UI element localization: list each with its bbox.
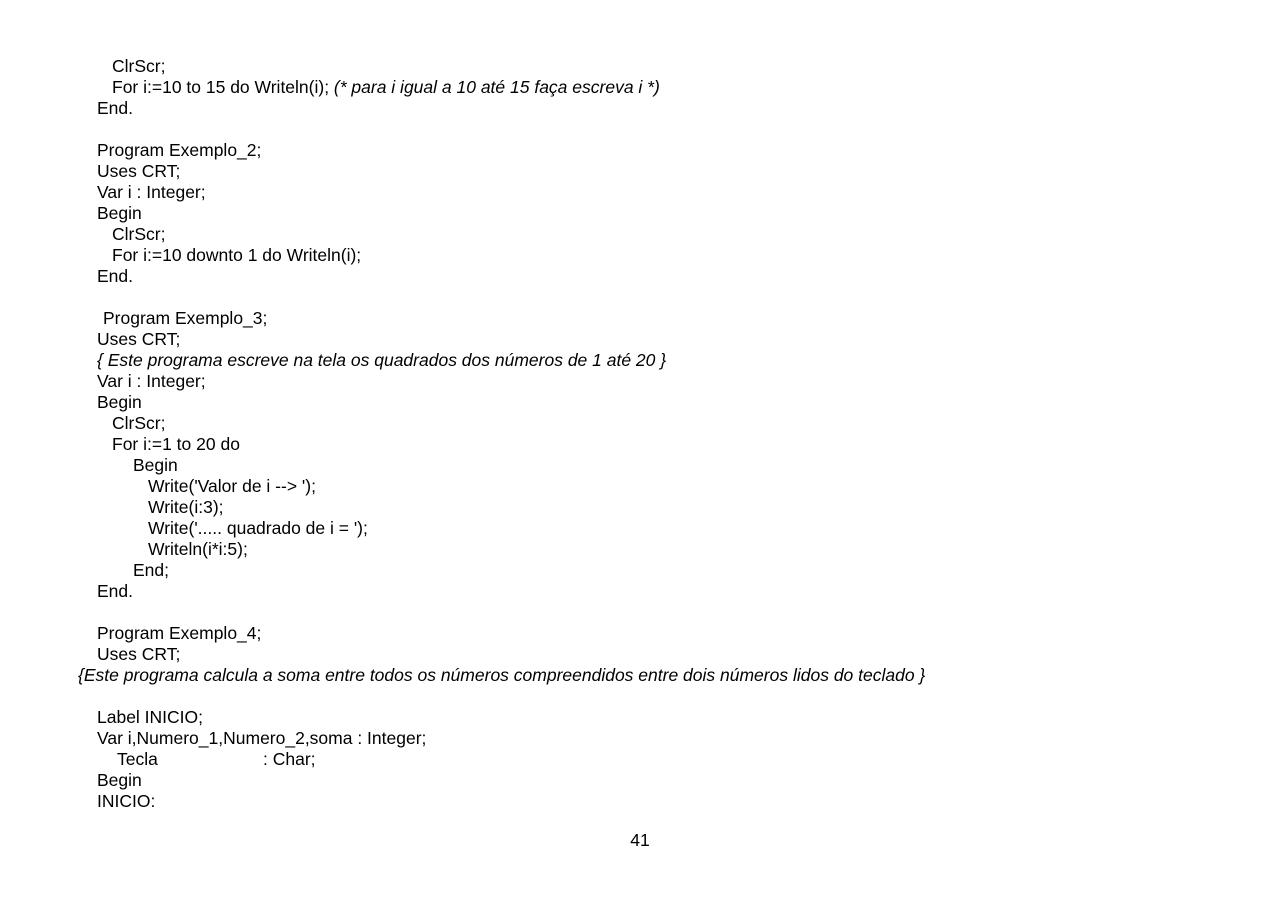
code-line: Write('Valor de i --> '); [148, 476, 316, 496]
code-comment: {Este programa calcula a soma entre todos os números compreendidos entre dois números lidos do teclado } [78, 665, 926, 685]
code-line: Begin [97, 203, 142, 223]
code-line: Write('..... quadrado de i = '); [148, 518, 368, 538]
code-line: Writeln(i*i:5); [148, 539, 248, 559]
code-text: For i:=10 to 15 do Writeln(i); [112, 77, 334, 97]
code-line: End. [97, 98, 133, 118]
page-number: 41 [630, 830, 650, 850]
code-line: Program Exemplo_3; [103, 308, 268, 328]
code-line: Tecla [117, 749, 158, 769]
code-line: : Char; [263, 749, 316, 769]
code-line: Begin [97, 770, 142, 790]
code-line: For i:=1 to 20 do [112, 434, 240, 454]
code-line: ClrScr; [112, 56, 166, 76]
code-line: End. [97, 581, 133, 601]
code-line: Begin [133, 455, 178, 475]
code-line: ClrScr; [112, 224, 166, 244]
code-line: For i:=10 downto 1 do Writeln(i); [112, 245, 362, 265]
code-line: Var i : Integer; [97, 371, 206, 391]
code-line: Label INICIO; [97, 707, 204, 727]
code-line: Var i,Numero_1,Numero_2,soma : Integer; [97, 728, 427, 748]
code-line: End; [133, 560, 169, 580]
code-line: Var i : Integer; [97, 182, 206, 202]
code-line: Uses CRT; [97, 644, 181, 664]
code-line: Uses CRT; [97, 329, 181, 349]
code-line: Uses CRT; [97, 161, 181, 181]
code-line: ClrScr; [112, 413, 166, 433]
code-line [112, 77, 660, 98]
code-comment: { Este programa escreve na tela os quadrados dos números de 1 até 20 } [97, 350, 667, 370]
code-line: End. [97, 266, 133, 286]
code-line: Begin [97, 392, 142, 412]
code-line: Program Exemplo_4; [97, 623, 262, 643]
code-line: INICIO: [97, 791, 156, 811]
code-comment: (* para i igual a 10 até 15 faça escreva i *) [333, 77, 660, 97]
code-line: Write(i:3); [148, 497, 224, 517]
code-line: Program Exemplo_2; [97, 140, 262, 160]
